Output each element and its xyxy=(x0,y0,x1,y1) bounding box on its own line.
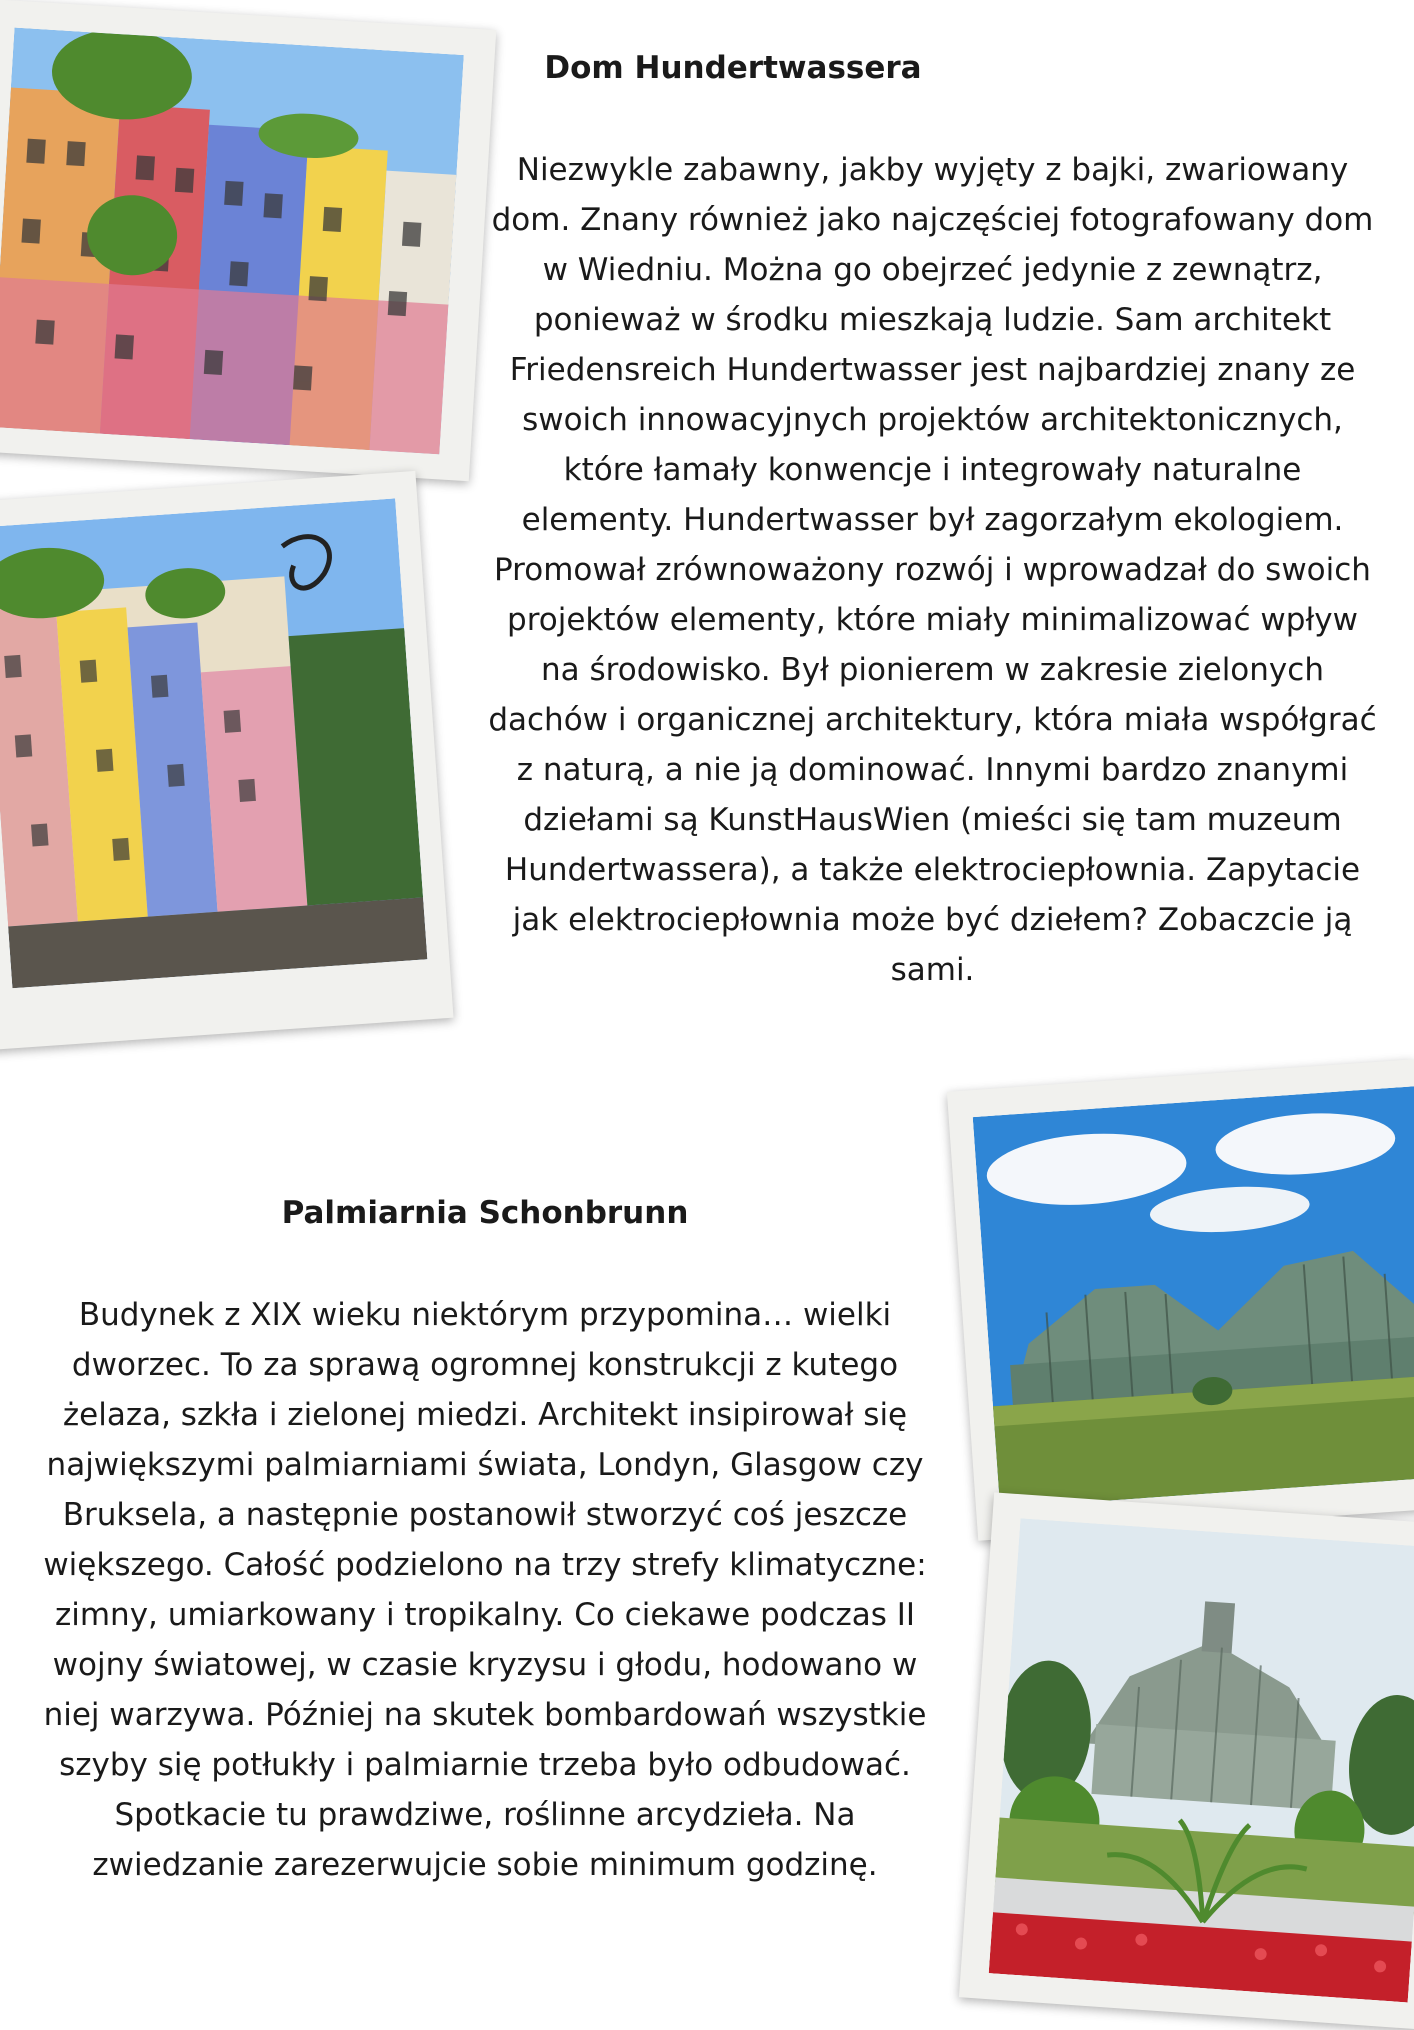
palm-house-photo-1 xyxy=(973,1086,1414,1508)
palm-house-photo-2 xyxy=(989,1518,1414,2002)
polaroid-frame-3 xyxy=(947,1059,1414,1541)
polaroid-frame-4 xyxy=(959,1492,1414,2029)
section2-body: Budynek z XIX wieku niektórym przypomina… wielki dworzec. To za sprawą ogromnej konstrukcji z kutego żelaza, szkła i zielonej miedzi. Architekt insipirował się największymi palmiarniami świata, Londyn, Glasgow czy Bruksela, a następnie postanowił stworzyć coś jeszcze większego. Całość podzielono na trzy strefy klimatyczne: zimny, umiarkowany i tropikalny. Co ciekawe podczas II wojny światowej, w czasie kryzysu i głodu, hodowano w niej warzywa. Później na skutek bombardowań wszystkie szyby się potłukły i palmiarnie trzeba było odbudować. Spotkacie tu prawdziwe, roślinne arcydzieła. Na zwiedzanie zarezerwujcie sobie minimum godzinę. xyxy=(43,1297,927,1883)
hundertwasser-house-photo-1 xyxy=(0,28,464,455)
polaroid-frame-2 xyxy=(0,471,454,1051)
polaroid-frame-1 xyxy=(0,0,496,481)
section1-title: Dom Hundertwassera xyxy=(544,50,922,86)
section1-body: Niezwykle zabawny, jakby wyjęty z bajki, zwariowany dom. Znany również jako najczęściej fotografowany dom w Wiedniu. Można go obejrzeć jedynie z zewnątrz, ponieważ w środku mieszkają ludzie. Sam architekt Friedensreich Hundertwasser jest najbardziej znany ze swoich innowacyjnych projektów architektonicznych, które łamały konwencje i integrowały naturalne elementy. Hundertwasser był zagorzałym ekologiem. Promował zrównoważony rozwój i wprowadzał do swoich projektów elementy, które miały minimalizować wpływ na środowisko. Był pionierem w zakresie zielonych dachów i organicznej architektury, która miała współgrać z naturą, a nie ją dominować. Innymi bardzo znanymi dziełami są KunstHausWien (mieści się tam muzeum Hundertwassera), a także elektrociepłownia. Zapytacie jak elektrociepłownia może być dziełem? Zobaczcie ją sami. xyxy=(488,152,1377,988)
section2-title: Palmiarnia Schonbrunn xyxy=(281,1195,689,1231)
hundertwasser-house-photo-2 xyxy=(0,498,427,988)
